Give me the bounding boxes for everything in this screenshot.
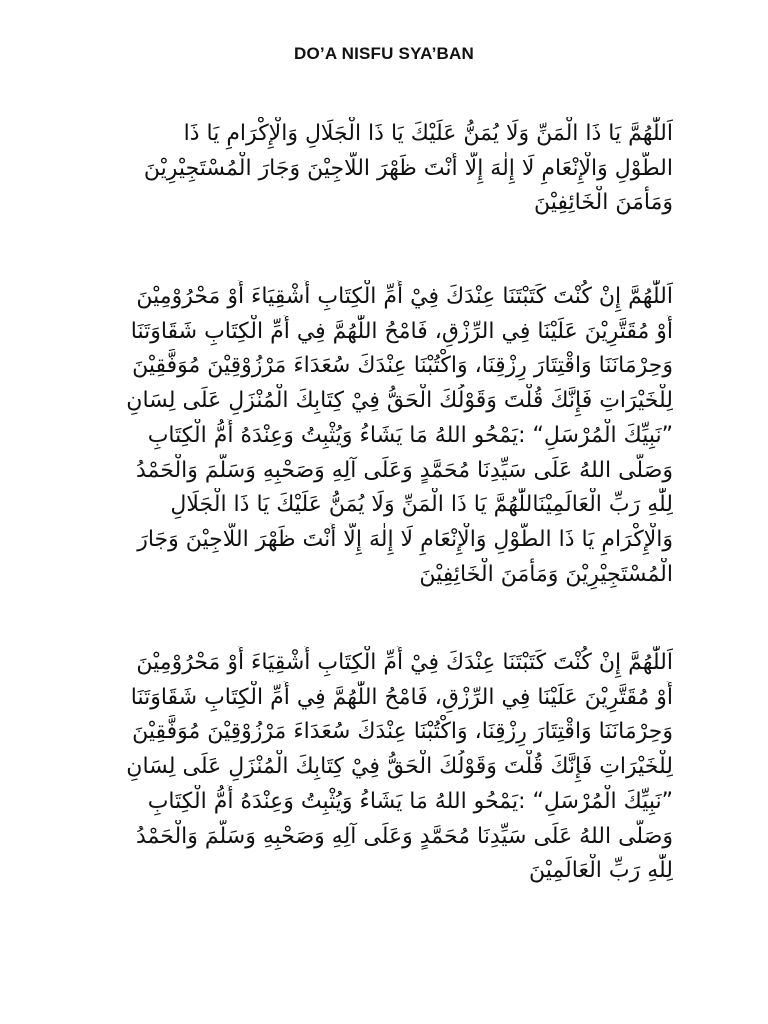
prayer-line: اَللّٰهُمَّ يَا ذَا الْمَنِّ وَلَا يُمَنُّ عَلَيْكَ يَا ذَا الْجَلَالِ وَالْإِكْرَامِ يَا ذَا: [183, 121, 673, 146]
document-title: DO’A NISFU SYA’BAN: [294, 44, 474, 63]
prayer-paragraph-2: [95, 280, 673, 592]
prayer-line: لِلْخَيْرَاتِ فَإِنَّكَ قُلْتَ وَقَوْلُكَ الْحَقُّ فِيْ كِتَابِكَ الْمُنْزَلِ عَلَى لِسَانِ: [126, 388, 673, 414]
prayer-line: أَوْ مُقَتَّرِيْنَ عَلَيْنَا فِي الرِّزْقِ، فَامْحُ اللّٰهُمَّ فِي أُمِّ الْكِتَابِ شَقَاوَتَنَا: [130, 318, 673, 344]
prayer-line: ”نَبِيِّكَ الْمُرْسَلِ“ :يَمْحُو اللهُ مَا يَشَاءُ وَيُثْبِتُ وَعِنْدَهُ أُمُّ الْكِتَابِ: [147, 788, 673, 814]
prayer-line: اَللّٰهُمَّ إِنْ كُنْتَ كَتَبْتَنَا عِنْدَكَ فِيْ أُمِّ الْكِتَابِ أَشْقِيَاءَ أَوْ مَحْرُوْمِيْنَ: [136, 650, 673, 675]
prayer-line: لِلْخَيْرَاتِ فَإِنَّكَ قُلْتَ وَقَوْلُكَ الْحَقُّ فِيْ كِتَابِكَ الْمُنْزَلِ عَلَى لِسَانِ: [126, 754, 673, 780]
prayer-paragraph-1: [95, 117, 673, 221]
prayer-line: لِلّٰهِ رَبِّ الْعَالَمِيْنَ: [528, 858, 673, 884]
prayer-line: وَمَأْمَنَ الْخَائِفِيْنَ: [534, 190, 673, 216]
prayer-line: الطَّوْلِ وَالْإِنْعَامِ لَا إِلٰهَ إِلَّا أَنْتَ ظَهْرَ اللَّاجِيْنَ وَجَارَ الْمُسْتَجِيْرِيْنَ: [143, 155, 673, 181]
prayer-line: وَصَلَّى اللهُ عَلَى سَيِّدِنَا مُحَمَّدٍ وَعَلَى آلِهِ وَصَحْبِهِ وَسَلَّمَ وَالْحَمْدُ: [135, 823, 673, 849]
prayer-line: وَالْإِكْرَامِ يَا ذَا الطَّوْلِ وَالْإِنْعَامِ لَا إِلٰهَ إِلَّا أَنْتَ ظَهْرَ اللَّاجِيْنَ وَجَارَ: [137, 526, 673, 552]
prayer-line: أَوْ مُقَتَّرِيْنَ عَلَيْنَا فِي الرِّزْقِ، فَامْحُ اللّٰهُمَّ فِي أُمِّ الْكِتَابِ شَقَاوَتَنَا: [130, 684, 673, 710]
prayer-paragraph-3: [95, 646, 673, 889]
prayer-line: لِلّٰهِ رَبِّ الْعَالَمِيْنَاللّٰهُمَّ يَا ذَا الْمَنِّ وَلَا يُمَنُّ عَلَيْكَ يَا ذَا الْجَلَالِ: [170, 492, 673, 518]
prayer-line: ”نَبِيِّكَ الْمُرْسَلِ“ :يَمْحُو اللهُ مَا يَشَاءُ وَيُثْبِتُ وَعِنْدَهُ أُمُّ الْكِتَابِ: [147, 422, 673, 448]
prayer-line: وَحِرْمَانَنَا وَاقْتِتَارَ رِزْقِنَا، وَاكْتُبْنَا عِنْدَكَ سُعَدَاءَ مَرْزُوْقِيْنَ مُوَفَّقِيْنَ: [132, 353, 673, 379]
prayer-line: وَحِرْمَانَنَا وَاقْتِتَارَ رِزْقِنَا، وَاكْتُبْنَا عِنْدَكَ سُعَدَاءَ مَرْزُوْقِيْنَ مُوَفَّقِيْنَ: [132, 719, 673, 745]
prayer-line: وَصَلَّى اللهُ عَلَى سَيِّدِنَا مُحَمَّدٍ وَعَلَى آلِهِ وَصَحْبِهِ وَسَلَّمَ وَالْحَمْدُ: [135, 457, 673, 483]
prayer-line: الْمُسْتَجِيْرِيْنَ وَمَأْمَنَ الْخَائِفِيْنَ: [419, 561, 673, 587]
prayer-line: اَللّٰهُمَّ إِنْ كُنْتَ كَتَبْتَنَا عِنْدَكَ فِيْ أُمِّ الْكِتَابِ أَشْقِيَاءَ أَوْ مَحْرُوْمِيْنَ: [136, 284, 673, 309]
